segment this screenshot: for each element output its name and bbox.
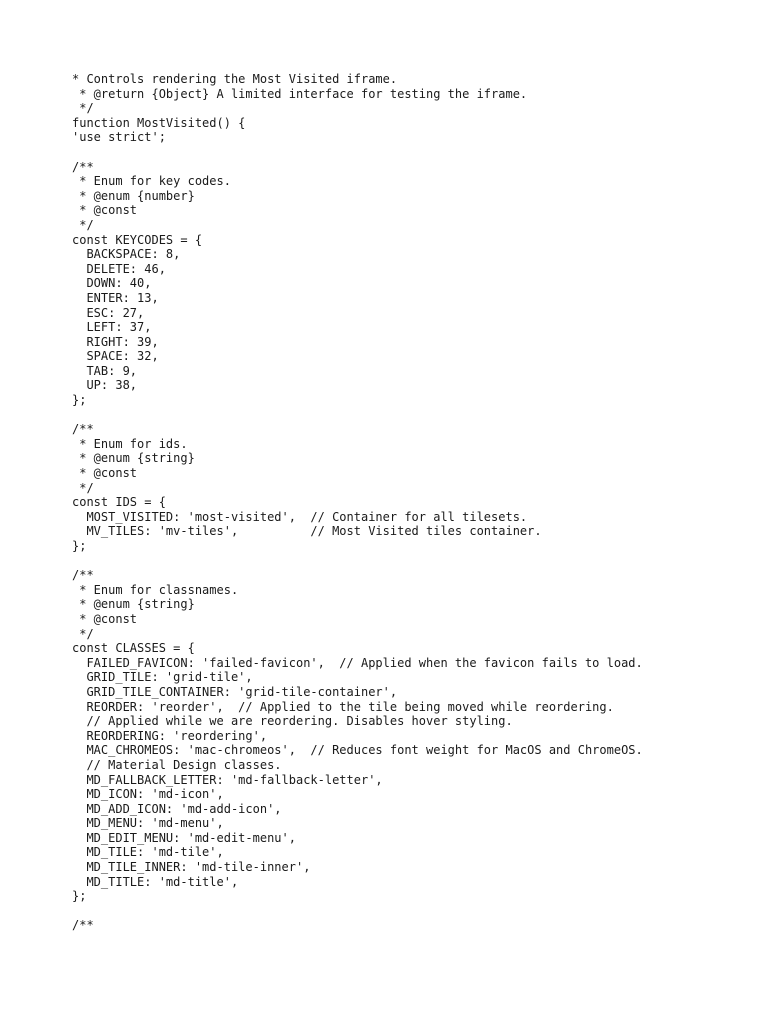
code-line: }; — [72, 393, 87, 408]
code-line: MD_TITLE: 'md-title', — [72, 874, 239, 889]
code-line: LEFT: 37, — [72, 320, 152, 335]
code-line: * Enum for classnames. — [72, 582, 239, 597]
code-line: TAB: 9, — [72, 363, 138, 378]
code-line: const KEYCODES = { — [72, 232, 203, 247]
code-line: * @return {Object} A limited interface for testing the iframe. — [72, 86, 528, 101]
code-line: MD_FALLBACK_LETTER: 'md-fallback-letter', — [72, 772, 383, 787]
code-line: REORDERING: 'reordering', — [72, 728, 268, 743]
code-line: /** — [72, 159, 94, 174]
code-line: BACKSPACE: 8, — [72, 247, 181, 262]
code-line: * Enum for ids. — [72, 436, 188, 451]
code-line: * @const — [72, 466, 138, 481]
code-line: * @enum {string} — [72, 451, 195, 466]
code-line: MD_ADD_ICON: 'md-add-icon', — [72, 801, 282, 816]
code-line: MOST_VISITED: 'most-visited', // Container for all tilesets. — [72, 509, 528, 524]
code-line: * @const — [72, 203, 138, 218]
code-line: MD_TILE_INNER: 'md-tile-inner', — [72, 860, 311, 875]
code-line: }; — [72, 889, 87, 904]
code-line: RIGHT: 39, — [72, 334, 159, 349]
code-line: GRID_TILE_CONTAINER: 'grid-tile-container', — [72, 684, 398, 699]
code-line: /** — [72, 918, 94, 933]
code-line: MD_MENU: 'md-menu', — [72, 816, 224, 831]
code-line: SPACE: 32, — [72, 349, 159, 364]
code-line: DOWN: 40, — [72, 276, 152, 291]
code-line: * Enum for key codes. — [72, 174, 231, 189]
code-line: REORDER: 'reorder', // Applied to the tile being moved while reordering. — [72, 699, 614, 714]
code-line: /** — [72, 568, 94, 583]
code-line: * @const — [72, 611, 138, 626]
code-line: MD_ICON: 'md-icon', — [72, 787, 224, 802]
code-line: * Controls rendering the Most Visited iframe. — [72, 72, 398, 86]
code-line — [72, 904, 752, 919]
code-line — [72, 554, 752, 569]
code-line: MD_TILE: 'md-tile', — [72, 845, 224, 860]
code-line: // Applied while we are reordering. Disables hover styling. — [72, 714, 513, 729]
code-line: */ — [72, 480, 94, 495]
code-line: * @enum {string} — [72, 597, 195, 612]
code-line: */ — [72, 217, 94, 232]
code-line: function MostVisited() { — [72, 115, 246, 130]
code-line: 'use strict'; — [72, 130, 166, 145]
code-line — [72, 408, 752, 423]
code-line: ENTER: 13, — [72, 290, 159, 305]
code-line: const IDS = { — [72, 495, 166, 510]
code-line — [72, 145, 752, 160]
code-line: DELETE: 46, — [72, 261, 166, 276]
code-line: */ — [72, 626, 94, 641]
code-line: UP: 38, — [72, 378, 138, 393]
code-line: */ — [72, 101, 94, 116]
code-line: ESC: 27, — [72, 305, 145, 320]
code-block — [72, 72, 752, 933]
code-line: }; — [72, 539, 87, 553]
code-line: // Material Design classes. — [72, 757, 282, 772]
code-line: GRID_TILE: 'grid-tile', — [72, 670, 253, 685]
code-line: MV_TILES: 'mv-tiles', // Most Visited tiles container. — [72, 524, 542, 539]
code-line: /** — [72, 422, 94, 437]
code-line: MAC_CHROMEOS: 'mac-chromeos', // Reduces font weight for MacOS and ChromeOS. — [72, 743, 643, 758]
code-line: const CLASSES = { — [72, 641, 195, 656]
code-line: MD_EDIT_MENU: 'md-edit-menu', — [72, 830, 296, 845]
code-line: * @enum {number} — [72, 188, 195, 203]
code-line: FAILED_FAVICON: 'failed-favicon', // Applied when the favicon fails to load. — [72, 655, 643, 670]
